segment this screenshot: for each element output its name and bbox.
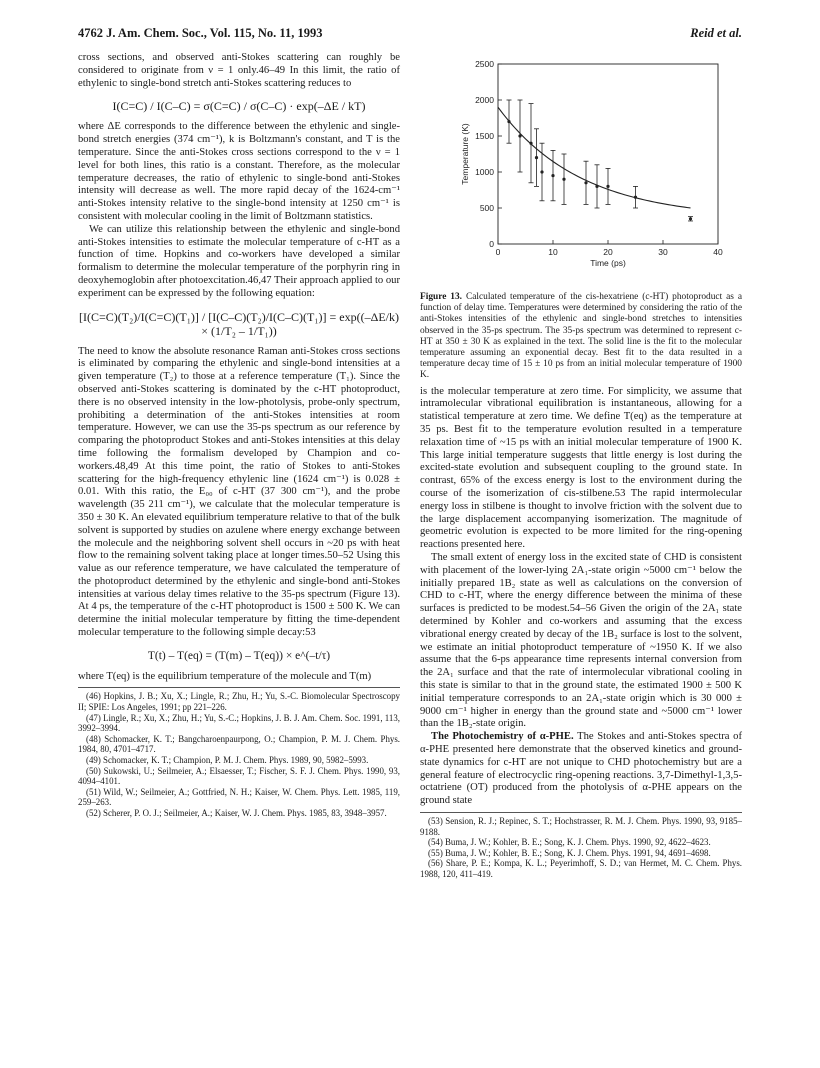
reference: (46) Hopkins, J. B.; Xu, X.; Lingle, R.; Zhu, H.; Yu, S.-C. Biomolecular Spectroscopy II; SPIE: Los Angeles, 1991; pp 221–226.: [78, 691, 400, 713]
y-tick-label: 500: [479, 203, 494, 213]
data-point: [518, 134, 521, 137]
reference: (53) Sension, R. J.; Repinec, S. T.; Hochstrasser, R. M. J. Chem. Phys. 1990, 93, 9185–9188.: [420, 815, 742, 837]
paragraph-text: The Stokes and anti-Stokes spectra of α-PHE presented here demonstrate that the observed kinetics and ground-state dynamics for c-HT are not unique to CHD photochemistry but are a general feature of electrocyclic ring-opening reactions. 3,7-Dimethyl-1,3,5-octatriene (OT) produced from the photolysis of α-PHE appears on the ground state: [420, 731, 742, 807]
figure-caption: [420, 292, 742, 382]
left-column: [78, 52, 400, 819]
data-point: [551, 174, 554, 177]
caption-label: Figure 13.: [420, 292, 463, 302]
reference: (54) Buma, J. W.; Kohler, B. E.; Song, K. J. Chem. Phys. 1990, 92, 4622–4623.: [428, 837, 711, 848]
paragraph: cross sections, and observed anti-Stokes scattering can roughly be considered to originate from ν = 1 only.46–49 In this limit, the ratio of ethylenic to single-bond stretch anti-Stokes scattering reduces to: [78, 52, 400, 89]
y-tick-label: 1000: [475, 167, 494, 177]
temperature-chart: [420, 52, 742, 288]
y-tick-label: 2500: [475, 59, 494, 69]
reference: (47) Lingle, R.; Xu, X.; Zhu, H.; Yu, S.-C.; Hopkins, J. B. J. Am. Chem. Soc. 1991, 113, 3992–3994.: [78, 712, 400, 734]
paragraph: is the molecular temperature at zero time. For simplicity, we assume that intramolecular vibrational equilibration is instantaneous, allowing for a statistical temperature at zero time. We define T(eq) as the temperature at 35 ps. Best fit to the temperature evolution resulted in a temperature relaxation time of ~15 ps with an initial molecular temperature of 1900 K. This large initial temperature suggests that little energy is lost during the excited-state evolution and subsequent coupling to the ground state. In contrast, 65% of the excess energy is lost to the environment during the course of the isomerization of cis-stilbene.53 The rapid intermolecular energy loss in stilbene is thought to involve friction with the solvent due to the large displacement accompanying isomerization. The magnitude of geometric evolution is expected to be more limited for the ring-opening reactions presented here.: [420, 385, 742, 551]
x-tick-label: 30: [658, 247, 668, 257]
paragraph: We can utilize this relationship between the ethylenic and single-bond anti-Stokes intensities to estimate the molecular temperature of c-HT as a function of time. Hopkins and co-workers have developed a similar formalism to determine the molecular temperature of the porphyrin ring in deoxyhemoglobin after photoexcitation.46,47 Their approach applied to our experiment can be expressed by the following equation:: [78, 223, 400, 299]
paragraph: where T(eq) is the equilibrium temperature of the molecule and T(m): [78, 670, 372, 682]
data-point: [634, 196, 637, 199]
x-tick-label: 0: [495, 247, 501, 257]
equation-temperature-ratio: [I(C=C)(T₂)/I(C=C)(T₁)] / [I(C–C)(T₂)/I(C–C)(T₁)] = exp((–ΔE/k) × (1/T₂ – 1/T₁)): [79, 309, 399, 338]
data-point: [562, 178, 565, 181]
reference: (48) Schomacker, K. T.; Bangcharoenpaurpong, O.; Champion, P. M. J. Chem. Phys. 1984, 80, 4701–4717.: [78, 733, 400, 755]
reference: (55) Buma, J. W.; Kohler, B. E.; Song, K. J. Chem. Phys. 1991, 94, 4691–4698.: [428, 847, 711, 858]
data-point: [595, 185, 598, 188]
reference: (51) Wild, W.; Seilmeier, A.; Gottfried, N. H.; Kaiser, W. Chem. Phys. Lett. 1985, 119, 259–263.: [78, 786, 400, 808]
footnotes-left: [78, 687, 400, 818]
x-tick-label: 40: [713, 247, 723, 257]
paragraph: [420, 731, 742, 808]
data-point: [689, 217, 692, 220]
data-point: [535, 156, 538, 159]
equation-ratio: I(C=C) / I(C–C) = σ(C=C) / σ(C–C) · exp(–ΔE / kT): [112, 99, 366, 114]
reference: (56) Share, P. E.; Kompa, K. L.; Peyerimhoff, S. D.; van Hermet, M. C. Chem. Phys. 1988, 120, 411–419.: [420, 858, 742, 879]
reference: (52) Scherer, P. O. J.; Seilmeier, A.; Kaiser, W. J. Chem. Phys. 1985, 83, 3948–3957.: [86, 808, 387, 818]
figure-13: [420, 52, 742, 382]
caption-text: Calculated temperature of the cis-hexatriene (c-HT) photoproduct as a function of delay time. Temperatures were determined by considering the ratio of the anti-Stokes intensities of the ethylenic and single-bond stretches to intensities observed in the 35-ps spectrum. The 35-ps spectrum was determined to represent c-HT at 350 ± 30 K as explained in the text. The solid line is the fit to the molecular temperature assuming an exponential decay. Best fit to the data resulted in a temperature decay time of 15 ± 10 ps from an initial molecular temperature of 1900 K.: [420, 292, 742, 381]
x-tick-label: 10: [548, 247, 558, 257]
reference: (49) Schomacker, K. T.; Champion, P. M. J. Chem. Phys. 1989, 90, 5982–5993.: [86, 755, 369, 766]
fit-curve: [498, 107, 691, 208]
equation-decay: T(t) – T(eq) = (T(m) – T(eq)) × e^(–t/τ): [147, 649, 331, 662]
y-tick-label: 0: [489, 239, 494, 249]
data-point: [584, 181, 587, 184]
y-axis-label: Temperature (K): [460, 123, 470, 185]
data-point: [606, 185, 609, 188]
x-tick-label: 20: [603, 247, 613, 257]
paragraph: where ΔE corresponds to the difference between the ethylenic and single-bond stretch energies (374 cm⁻¹), k is Boltzmann's constant, and T is the temperature. Since the anti-Stokes cross sections correspond to the ν = 1 level for both lines, this ratio is a constant. Therefore, as the molecular temperature decreases, the ratio of ethylenic to single-bond anti-Stokes intensity will decrease as well. The more rapid decay of the 1624-cm⁻¹ anti-Stokes intensity relative to the single-bond intensity at 1250 cm⁻¹ is consistent with molecular cooling in the limit of Boltzmann statistics.: [78, 121, 400, 222]
paragraph: The small extent of energy loss in the excited state of CHD is consistent with placement of the lower-lying 2A₁-state origin ~5000 cm⁻¹ below the initially prepared 1B₂ state as well as calculations on the conversion of CHD to c-HT, where the energy difference between the minima of these surfaces is predicted to be modest.54–56 Given the origin of the 2A₁ state determined by Kohler and co-workers and assuming that the excess vibrational energy created by decay of the 1B₂ surface is lost to the solvent, we estimate an initial photoproduct temperature of ~1950 K. If we also assume that the 6-ps appearance time represents internal conversion from the 2A₁ surface and that the rate of intermolecular vibrational cooling in this state is similar to that in the ground state, the estimated 1900 ± 500 K initial temperature corresponds to an 2A₁-state origin which is 30 000 ± 9000 cm⁻¹ higher in energy than the ground state and ~5000 cm⁻¹ lower than the 1B₂-state origin.: [420, 551, 742, 730]
right-column: [420, 52, 742, 879]
author-running-head: Reid et al.: [690, 26, 742, 40]
section-heading: The Photochemistry of α-PHE.: [431, 731, 574, 743]
journal-citation: 4762 J. Am. Chem. Soc., Vol. 115, No. 11, 1993: [78, 26, 323, 40]
paragraph: The need to know the absolute resonance Raman anti-Stokes cross sections is eliminated by comparing the ethylenic and single-bond intensities at a given temperature (T₂) to those at a reference temperature (T₁). Since the observed anti-Stokes scattering is dominated by the c-HT photoproduct, there is no observed intensity in the low-photolysis, probe-only spectrum, prohibiting a determination of the anti-Stokes intensities at room temperature. However, we can use the 35-ps spectrum as our reference by comparing the photoproduct Stokes and anti-Stokes intensities at this delay time following the formalism developed by Champion and co-workers.48,49 At this time point, the ratio of Stokes to anti-Stokes scattering for the high-frequency ethylenic line (1624 cm⁻¹) is 0.028 ± 0.01. With this ratio, the E₀₀ of c-HT (37 300 cm⁻¹), and the probe wavelength (35 211 cm⁻¹), we calculate that the molecular temperature is 350 ± 30 K. An elevated equilibrium temperature relative to that of the bulk solvent is supported by studies on azulene where energy exchange between the molecule and the neighboring solvent shell occurs in ~20 ps with heat flow to the remaining solvent taking place at longer times.50–52 Using this value as our reference temperature, we have calculated the temperature of the photoproduct determined by the ethylenic and single-bond anti-Stokes intensities at various delay times relative to the 35-ps spectrum (Figure 13). At 4 ps, the temperature of the c-HT photoproduct is 1500 ± 500 K. We can determine the initial molecular temperature by fitting the time-dependent molecular temperature to the following simple decay:53: [78, 345, 400, 639]
data-point: [540, 170, 543, 173]
x-axis-label: Time (ps): [590, 258, 626, 268]
running-header: [78, 26, 742, 46]
y-tick-label: 1500: [475, 131, 494, 141]
data-point: [529, 142, 532, 145]
footnotes-right: [420, 812, 742, 880]
reference: (50) Sukowski, U.; Seilmeier, A.; Elsaesser, T.; Fischer, S. F. J. Chem. Phys. 1990, 93, 4094–4101.: [78, 765, 400, 787]
y-tick-label: 2000: [475, 95, 494, 105]
data-point: [507, 120, 510, 123]
